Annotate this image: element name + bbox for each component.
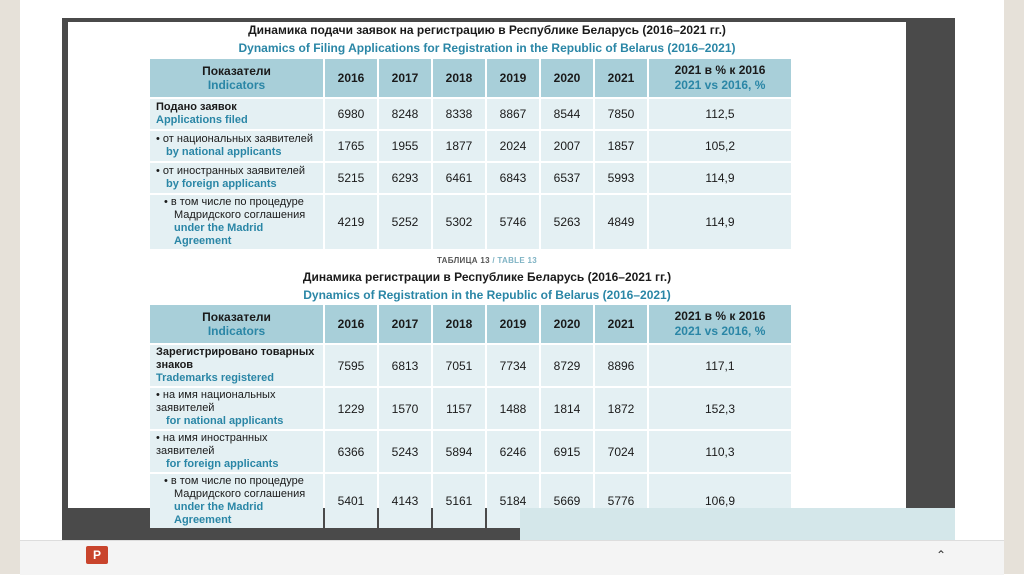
cell-value: 2024 — [487, 131, 539, 161]
row-label-ru: • на имя национальных заявителей — [156, 389, 276, 414]
cell-pct: 105,2 — [649, 131, 791, 161]
table-row — [150, 431, 791, 472]
cell-value: 8248 — [379, 99, 431, 129]
header-year: 2017 — [379, 305, 431, 343]
row-label-ru: Мадридского соглашения — [174, 488, 306, 500]
row-label-en: Applications filed — [156, 114, 248, 126]
cell-value: 6813 — [379, 345, 431, 386]
table-row — [150, 388, 791, 429]
header-year: 2017 — [379, 59, 431, 97]
cell-value: 8896 — [595, 345, 647, 386]
table2-title-ru: Динамика регистрации в Республике Беларусь (2016–2021 гг.) — [302, 270, 672, 284]
cell-value: 6915 — [541, 431, 593, 472]
table1-title-en: Dynamics of Filing Applications for Registration in the Republic of Belarus (2016–2021) — [238, 41, 736, 55]
cell-value: 1955 — [379, 131, 431, 161]
cell-value: 5894 — [433, 431, 485, 472]
cell-pct: 114,9 — [649, 195, 791, 249]
row-label-en: under the Madrid Agreement — [174, 501, 264, 526]
header-year: 2020 — [541, 305, 593, 343]
header-pct — [649, 59, 791, 97]
header-year: 2016 — [325, 59, 377, 97]
cell-value: 4219 — [325, 195, 377, 249]
row-label — [150, 345, 323, 386]
table-row — [150, 99, 791, 129]
row-label-ru: Подано заявок — [156, 101, 237, 113]
cell-value: 8338 — [433, 99, 485, 129]
row-label-ru: Мадридского соглашения — [174, 209, 306, 221]
cell-value: 5252 — [379, 195, 431, 249]
header-year: 2016 — [325, 305, 377, 343]
row-label-en: under the Madrid Agreement — [174, 222, 264, 247]
cell-value: 5669 — [541, 474, 593, 528]
header-indicators-ru: Показатели — [202, 310, 271, 324]
cell-value: 5263 — [541, 195, 593, 249]
cell-value: 8544 — [541, 99, 593, 129]
powerpoint-icon[interactable]: P — [86, 546, 108, 564]
header-indicators-ru: Показатели — [202, 64, 271, 78]
table1-header-row — [150, 59, 791, 97]
row-label — [150, 163, 323, 193]
row-label-ru: • в том числе по процедуре — [164, 196, 304, 208]
row-label-en: by foreign applicants — [166, 178, 277, 190]
table-row — [150, 131, 791, 161]
cell-pct: 152,3 — [649, 388, 791, 429]
table-row — [150, 345, 791, 386]
cell-value: 2007 — [541, 131, 593, 161]
cell-value: 7024 — [595, 431, 647, 472]
row-label-ru: Зарегистрировано товарных знаков — [156, 346, 315, 371]
cell-value: 7051 — [433, 345, 485, 386]
table2-label-sep: / — [489, 256, 498, 265]
chevron-up-icon[interactable]: ⌃ — [936, 548, 947, 562]
cell-value: 8729 — [541, 345, 593, 386]
row-label-en: for national applicants — [166, 415, 284, 427]
header-pct-ru: 2021 в % к 2016 — [674, 309, 766, 323]
header-year: 2018 — [433, 305, 485, 343]
row-label — [150, 474, 323, 528]
cell-value: 5302 — [433, 195, 485, 249]
row-label-ru: • от иностранных заявителей — [156, 165, 306, 177]
cell-value: 1765 — [325, 131, 377, 161]
row-label-en: for foreign applicants — [166, 458, 279, 470]
decorative-band — [520, 508, 955, 540]
cell-value: 6246 — [487, 431, 539, 472]
row-label — [150, 131, 323, 161]
header-pct-en: 2021 vs 2016, % — [674, 324, 766, 338]
table2 — [148, 303, 793, 530]
header-year: 2021 — [595, 59, 647, 97]
header-indicators — [150, 59, 323, 97]
cell-value: 4849 — [595, 195, 647, 249]
cell-value: 6537 — [541, 163, 593, 193]
cell-value: 1229 — [325, 388, 377, 429]
cell-pct: 117,1 — [649, 345, 791, 386]
table2-title-en: Dynamics of Registration in the Republic of Belarus (2016–2021) — [303, 288, 671, 302]
cell-value: 1157 — [433, 388, 485, 429]
right-margin — [1004, 0, 1024, 574]
row-label — [150, 388, 323, 429]
document-page — [68, 22, 906, 526]
cell-value: 5776 — [595, 474, 647, 528]
header-year: 2021 — [595, 305, 647, 343]
cell-pct: 110,3 — [649, 431, 791, 472]
cell-value: 5161 — [433, 474, 485, 528]
cell-value: 5215 — [325, 163, 377, 193]
cell-value: 5746 — [487, 195, 539, 249]
cell-value: 8867 — [487, 99, 539, 129]
table2-label-ru: ТАБЛИЦА 13 — [437, 256, 490, 265]
header-pct-ru: 2021 в % к 2016 — [674, 63, 766, 77]
row-label — [150, 195, 323, 249]
cell-value: 5993 — [595, 163, 647, 193]
cell-value: 6366 — [325, 431, 377, 472]
cell-value: 1570 — [379, 388, 431, 429]
status-bar — [20, 540, 1004, 575]
header-pct-en: 2021 vs 2016, % — [674, 78, 766, 92]
cell-value: 1857 — [595, 131, 647, 161]
cell-value: 6293 — [379, 163, 431, 193]
cell-value: 6461 — [433, 163, 485, 193]
table2-label-en: TABLE 13 — [497, 256, 537, 265]
row-label — [150, 431, 323, 472]
row-label-ru: • от национальных заявителей — [156, 133, 313, 145]
cell-value: 5401 — [325, 474, 377, 528]
table1 — [148, 57, 793, 251]
cell-value: 6980 — [325, 99, 377, 129]
header-pct — [649, 305, 791, 343]
row-label-ru: • в том числе по процедуре — [164, 475, 304, 487]
cell-value: 5184 — [487, 474, 539, 528]
table1-title-ru: Динамика подачи заявок на регистрацию в Республике Беларусь (2016–2021 гг.) — [248, 23, 726, 37]
cell-value: 5243 — [379, 431, 431, 472]
table-row — [150, 195, 791, 249]
header-indicators-en: Indicators — [207, 78, 266, 92]
cell-value: 7850 — [595, 99, 647, 129]
cell-value: 7734 — [487, 345, 539, 386]
cell-value: 6843 — [487, 163, 539, 193]
header-year: 2018 — [433, 59, 485, 97]
cell-value: 1814 — [541, 388, 593, 429]
table2-header-row — [150, 305, 791, 343]
row-label — [150, 99, 323, 129]
cell-pct: 114,9 — [649, 163, 791, 193]
cell-pct: 112,5 — [649, 99, 791, 129]
table2-label — [68, 256, 906, 265]
cell-value: 4143 — [379, 474, 431, 528]
cell-value: 7595 — [325, 345, 377, 386]
header-indicators — [150, 305, 323, 343]
cell-pct: 106,9 — [649, 474, 791, 528]
left-margin — [0, 0, 20, 574]
row-label-ru: • на имя иностранных заявителей — [156, 432, 268, 457]
header-indicators-en: Indicators — [207, 324, 266, 338]
table-row — [150, 163, 791, 193]
cell-value: 1877 — [433, 131, 485, 161]
header-year: 2019 — [487, 59, 539, 97]
header-year: 2020 — [541, 59, 593, 97]
row-label-en: by national applicants — [166, 146, 282, 158]
cell-value: 1872 — [595, 388, 647, 429]
header-year: 2019 — [487, 305, 539, 343]
cell-value: 1488 — [487, 388, 539, 429]
row-label-en: Trademarks registered — [156, 372, 275, 384]
